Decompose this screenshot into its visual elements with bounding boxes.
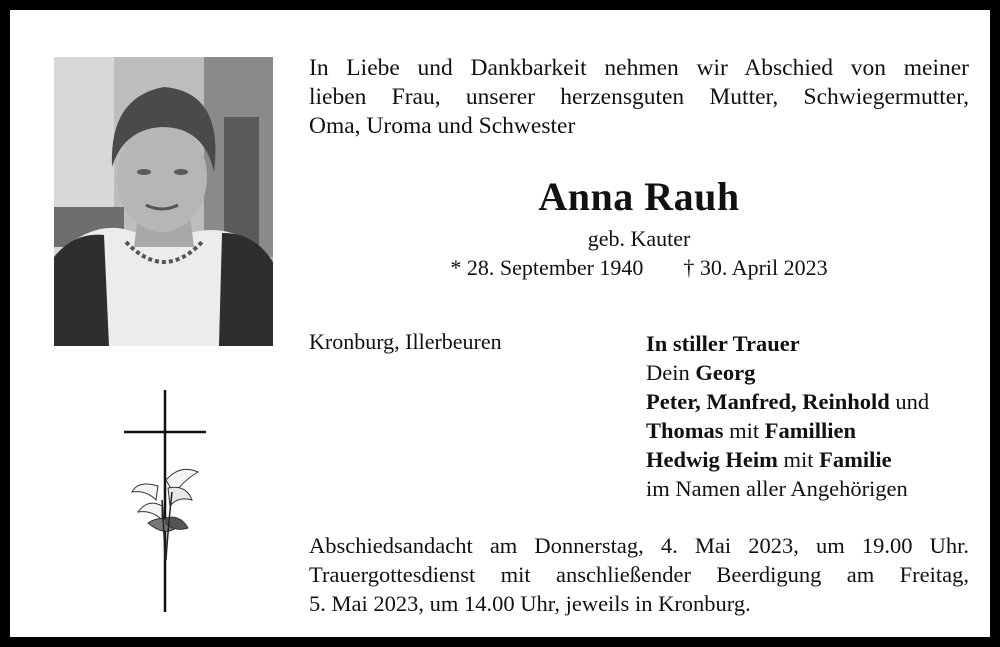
intro-line: Oma, Uroma und Schwester xyxy=(309,113,576,139)
service-line: Abschiedsandacht am Donnerstag, 4. Mai 2023, um 19.00 Uhr. xyxy=(309,533,969,558)
mourners-text: und xyxy=(889,389,930,414)
birth-name: geb. Kauter xyxy=(587,226,691,251)
mourners-name: Hedwig Heim xyxy=(646,447,778,472)
life-dates xyxy=(309,255,969,281)
mourners-text: Dein xyxy=(646,360,696,385)
mourners-text: mit xyxy=(777,447,820,472)
mourners-line xyxy=(646,358,929,387)
death-date: † 30. April 2023 xyxy=(683,255,828,280)
birth-date: * 28. September 1940 xyxy=(450,255,644,280)
intro-line: lieben Frau, unserer herzensguten Mutter, Schwiegermutter, xyxy=(309,84,969,110)
mourners-heading: In stiller Trauer xyxy=(646,331,800,356)
mourners-name: Famillien xyxy=(764,418,857,443)
mourners-line xyxy=(646,474,929,503)
deceased-name: Anna Rauh xyxy=(538,174,740,219)
mourners-name: Familie xyxy=(819,447,892,472)
portrait-photo xyxy=(54,57,273,346)
intro-line: In Liebe und Dankbarkeit nehmen wir Abschied von meiner xyxy=(309,55,969,81)
mourners-text: im Namen aller Angehörigen xyxy=(646,476,908,501)
mourners-text: mit xyxy=(723,418,765,443)
service-info xyxy=(309,531,969,618)
mourners-name: Thomas xyxy=(646,418,724,443)
mourners-line xyxy=(646,329,929,358)
intro-text xyxy=(309,54,969,141)
service-line: 5. Mai 2023, um 14.00 Uhr, jeweils in Kronburg. xyxy=(309,591,751,616)
mourners-line xyxy=(646,445,929,474)
mourners-line xyxy=(646,387,929,416)
mourners-name: Georg xyxy=(695,360,756,385)
place-of-residence: Kronburg, Illerbeuren xyxy=(309,329,502,354)
service-line: Trauergottesdienst mit anschließender Beerdigung am Freitag, xyxy=(309,562,969,587)
mourners-name: Peter, Manfred, Reinhold xyxy=(646,389,890,414)
mourners-line xyxy=(646,416,929,445)
cross-with-calla-lily-icon xyxy=(118,388,212,614)
mourners-list xyxy=(646,329,929,503)
